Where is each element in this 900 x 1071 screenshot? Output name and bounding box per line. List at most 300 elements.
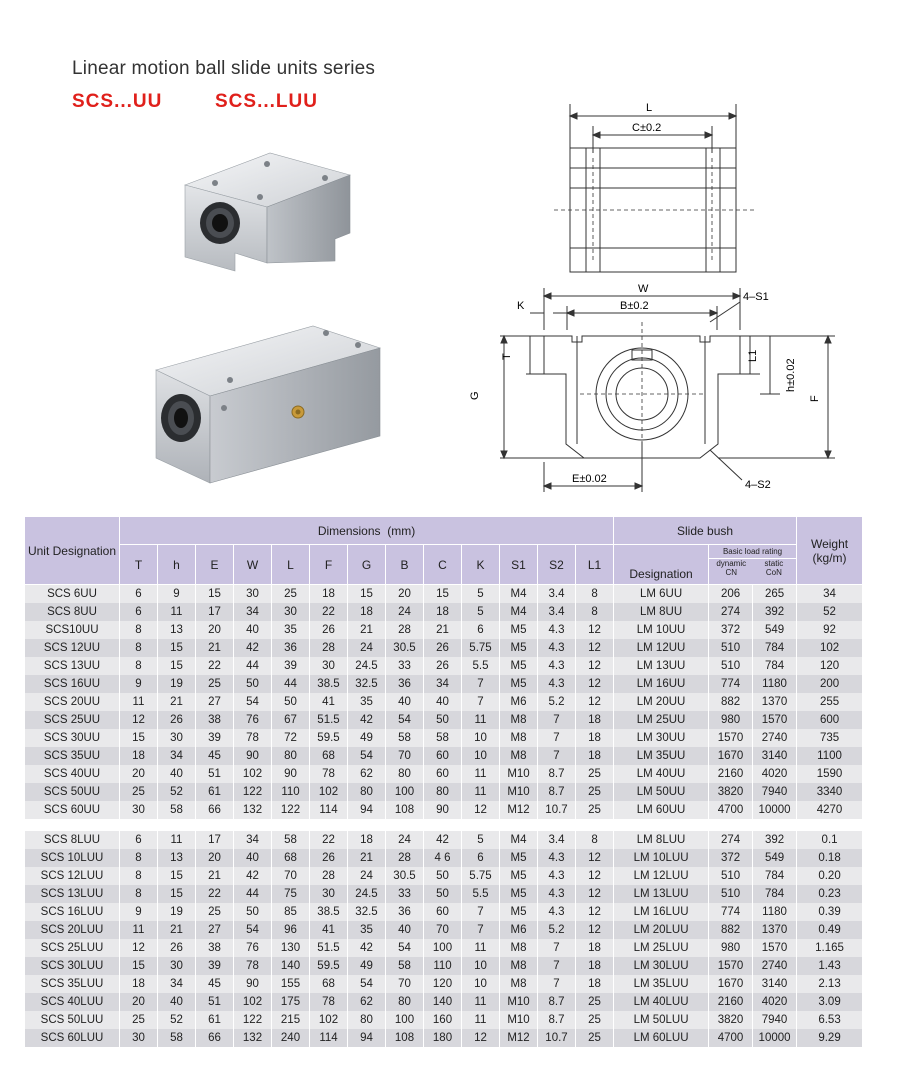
table-cell: 80	[348, 783, 386, 801]
table-cell: M4	[500, 585, 538, 603]
table-cell: 12	[462, 801, 500, 819]
table-cell: 30	[310, 885, 348, 903]
table-cell: 11	[462, 765, 500, 783]
table-cell: 100	[386, 1011, 424, 1029]
table-cell: 24	[386, 831, 424, 849]
table-cell: 7	[462, 903, 500, 921]
table-cell: 18	[120, 975, 158, 993]
unit-designation-cell: SCS 10LUU	[25, 849, 120, 867]
table-cell: 1570	[753, 939, 797, 957]
table-cell: 19	[158, 675, 196, 693]
table-cell: 100	[424, 939, 462, 957]
table-cell: 7	[462, 693, 500, 711]
table-cell: 15	[120, 729, 158, 747]
table-cell: 1670	[709, 747, 753, 765]
table-cell: 34	[797, 585, 863, 603]
table-cell: M5	[500, 657, 538, 675]
table-cell: 122	[272, 801, 310, 819]
bush-designation-cell: LM 20UU	[614, 693, 709, 711]
table-cell: 784	[753, 885, 797, 903]
table-cell: 42	[424, 831, 462, 849]
table-cell: 44	[234, 885, 272, 903]
table-cell: 52	[158, 783, 196, 801]
table-cell: 108	[386, 1029, 424, 1047]
table-cell: 110	[424, 957, 462, 975]
gap-cell	[25, 819, 863, 831]
table-cell: 34	[424, 675, 462, 693]
table-cell: 41	[310, 693, 348, 711]
table-cell: 96	[272, 921, 310, 939]
table-cell: 50	[424, 711, 462, 729]
table-cell: 78	[234, 957, 272, 975]
table-cell: 44	[272, 675, 310, 693]
header-unit-designation: Unit Designation	[25, 517, 120, 585]
table-cell: 735	[797, 729, 863, 747]
table-cell: 120	[424, 975, 462, 993]
table-cell: 66	[196, 801, 234, 819]
label-S1: 4–S1	[743, 291, 769, 303]
table-cell: M8	[500, 957, 538, 975]
table-cell: 132	[234, 1029, 272, 1047]
table-cell: 12	[576, 675, 614, 693]
table-cell: 94	[348, 1029, 386, 1047]
table-cell: 30.5	[386, 867, 424, 885]
table-cell: 51	[196, 993, 234, 1011]
table-cell: 510	[709, 867, 753, 885]
bush-designation-cell: LM 35LUU	[614, 975, 709, 993]
bush-designation-cell: LM 12UU	[614, 639, 709, 657]
table-cell: 549	[753, 621, 797, 639]
table-cell: 215	[272, 1011, 310, 1029]
table-cell: 4700	[709, 1029, 753, 1047]
bush-designation-cell: LM 16UU	[614, 675, 709, 693]
table-cell: 21	[196, 867, 234, 885]
header-weight: Weight (kg/m)	[797, 517, 863, 585]
table-cell: 15	[424, 585, 462, 603]
table-cell: 155	[272, 975, 310, 993]
table-cell: 980	[709, 939, 753, 957]
header-dim-h: h	[158, 545, 196, 585]
table-cell: 27	[196, 693, 234, 711]
unit-designation-cell: SCS 35UU	[25, 747, 120, 765]
table-cell: 4.3	[538, 849, 576, 867]
table-cell: 12	[576, 885, 614, 903]
table-cell: 1370	[753, 921, 797, 939]
table-cell: 8.7	[538, 993, 576, 1011]
table-cell: 40	[158, 765, 196, 783]
header-dimensions: Dimensions (mm)	[120, 517, 614, 545]
table-cell: 6	[120, 603, 158, 621]
table-cell: 40	[386, 921, 424, 939]
table-cell: 15	[196, 585, 234, 603]
table-cell: 36	[386, 903, 424, 921]
label-G: G	[469, 391, 481, 400]
table-cell: 42	[348, 711, 386, 729]
table-cell: M8	[500, 747, 538, 765]
header-dim-w: W	[234, 545, 272, 585]
table-cell: 39	[196, 957, 234, 975]
label-B: B±0.2	[620, 300, 649, 312]
table-cell: 59.5	[310, 729, 348, 747]
table-cell: 40	[386, 693, 424, 711]
table-cell: 11	[462, 783, 500, 801]
bush-designation-cell: LM 50UU	[614, 783, 709, 801]
table-cell: 9	[120, 675, 158, 693]
table-cell: 26	[158, 711, 196, 729]
unit-designation-cell: SCS 30UU	[25, 729, 120, 747]
table-cell: 28	[386, 621, 424, 639]
table-cell: 13	[158, 849, 196, 867]
unit-designation-cell: SCS 25LUU	[25, 939, 120, 957]
table-cell: 240	[272, 1029, 310, 1047]
header-dim-g: G	[348, 545, 386, 585]
table-cell: 12	[462, 1029, 500, 1047]
table-cell: 882	[709, 693, 753, 711]
table-cell: M12	[500, 1029, 538, 1047]
table-cell: 5.2	[538, 693, 576, 711]
table-cell: M5	[500, 639, 538, 657]
table-cell: 4020	[753, 993, 797, 1011]
table-cell: 33	[386, 657, 424, 675]
table-cell: 7	[538, 711, 576, 729]
unit-designation-cell: SCS 60UU	[25, 801, 120, 819]
table-cell: 30.5	[386, 639, 424, 657]
table-cell: 58	[272, 831, 310, 849]
header-slide-bush: Slide bush	[614, 517, 797, 545]
table-cell: 130	[272, 939, 310, 957]
table-cell: 26	[424, 639, 462, 657]
table-cell: 3.09	[797, 993, 863, 1011]
table-cell: 8	[120, 657, 158, 675]
table-cell: 140	[272, 957, 310, 975]
table-cell: 7	[538, 747, 576, 765]
table-cell: 66	[196, 1029, 234, 1047]
table-cell: 94	[348, 801, 386, 819]
table-cell: 58	[386, 729, 424, 747]
table-cell: 5.75	[462, 639, 500, 657]
table-cell: 15	[158, 639, 196, 657]
table-row	[25, 957, 863, 975]
table-cell: 38	[196, 939, 234, 957]
table-cell: M8	[500, 729, 538, 747]
table-cell: 70	[272, 867, 310, 885]
table-cell: 78	[310, 765, 348, 783]
series-label-uu: SCS...UU	[72, 91, 163, 112]
table-row	[25, 711, 863, 729]
table-cell: 0.18	[797, 849, 863, 867]
table-cell: 510	[709, 885, 753, 903]
unit-designation-cell: SCS 60LUU	[25, 1029, 120, 1047]
table-cell: 17	[196, 831, 234, 849]
table-cell: 30	[158, 957, 196, 975]
table-cell: 38.5	[310, 675, 348, 693]
table-cell: 50	[234, 675, 272, 693]
table-cell: 11	[158, 603, 196, 621]
table-cell: 25	[576, 783, 614, 801]
table-cell: 19	[158, 903, 196, 921]
table-cell: 3820	[709, 783, 753, 801]
table-cell: 18	[310, 585, 348, 603]
label-T: T	[501, 353, 513, 360]
table-cell: 8	[120, 885, 158, 903]
table-cell: 372	[709, 621, 753, 639]
table-cell: 7	[538, 975, 576, 993]
series-label-luu: SCS...LUU	[215, 91, 318, 112]
table-cell: 7	[462, 675, 500, 693]
table-cell: 32.5	[348, 675, 386, 693]
table-cell: 4 6	[424, 849, 462, 867]
header-dim-e: E	[196, 545, 234, 585]
table-cell: 18	[576, 729, 614, 747]
table-section-gap	[25, 819, 863, 831]
table-cell: 54	[386, 939, 424, 957]
table-cell: 61	[196, 783, 234, 801]
table-cell: 80	[348, 1011, 386, 1029]
table-cell: 42	[234, 867, 272, 885]
table-cell: 21	[424, 621, 462, 639]
table-cell: 3.4	[538, 585, 576, 603]
table-cell: 1570	[709, 729, 753, 747]
unit-designation-cell: SCS 13LUU	[25, 885, 120, 903]
table-cell: M5	[500, 621, 538, 639]
table-cell: 6	[120, 585, 158, 603]
table-cell: 24	[348, 639, 386, 657]
table-cell: 255	[797, 693, 863, 711]
table-cell: 15	[348, 585, 386, 603]
label-L: L	[646, 102, 653, 114]
table-cell: 8	[120, 867, 158, 885]
table-cell: 8	[120, 849, 158, 867]
table-cell: M4	[500, 603, 538, 621]
table-cell: 3140	[753, 747, 797, 765]
table-cell: 1590	[797, 765, 863, 783]
table-cell: 40	[424, 693, 462, 711]
table-cell: 5.75	[462, 867, 500, 885]
table-cell: 49	[348, 729, 386, 747]
table-cell: 9	[120, 903, 158, 921]
table-cell: 10	[462, 957, 500, 975]
table-cell: 774	[709, 903, 753, 921]
table-row	[25, 603, 863, 621]
table-cell: 21	[158, 693, 196, 711]
bush-designation-cell: LM 50LUU	[614, 1011, 709, 1029]
table-cell: 6	[462, 621, 500, 639]
table-cell: 78	[310, 993, 348, 1011]
table-cell: 18	[576, 957, 614, 975]
table-cell: 54	[348, 747, 386, 765]
header-dim-c: C	[424, 545, 462, 585]
table-cell: 102	[797, 639, 863, 657]
table-cell: 58	[158, 1029, 196, 1047]
table-cell: 122	[234, 1011, 272, 1029]
unit-designation-cell: SCS 8LUU	[25, 831, 120, 849]
bush-designation-cell: LM 12LUU	[614, 867, 709, 885]
header-designation: Designation	[614, 545, 709, 585]
drawing-front-view	[460, 282, 840, 497]
table-cell: 90	[424, 801, 462, 819]
table-cell: 132	[234, 801, 272, 819]
table-row	[25, 903, 863, 921]
table-cell: 4.3	[538, 903, 576, 921]
table-cell: 4700	[709, 801, 753, 819]
table-cell: 28	[386, 849, 424, 867]
table-cell: 18	[348, 831, 386, 849]
bush-designation-cell: LM 25LUU	[614, 939, 709, 957]
table-cell: 58	[158, 801, 196, 819]
table-cell: 1570	[753, 711, 797, 729]
table-cell: 18	[576, 711, 614, 729]
table-cell: 102	[310, 783, 348, 801]
table-cell: M5	[500, 885, 538, 903]
table-cell: 80	[386, 765, 424, 783]
table-cell: 35	[348, 693, 386, 711]
table-cell: 18	[576, 975, 614, 993]
table-cell: 18	[120, 747, 158, 765]
spec-table-container	[24, 516, 862, 1047]
table-cell: 510	[709, 639, 753, 657]
label-K: K	[517, 300, 525, 312]
table-cell: 774	[709, 675, 753, 693]
table-cell: M12	[500, 801, 538, 819]
table-row	[25, 585, 863, 603]
unit-designation-cell: SCS 16LUU	[25, 903, 120, 921]
table-cell: 7	[462, 921, 500, 939]
table-cell: 22	[310, 603, 348, 621]
table-cell: 80	[424, 783, 462, 801]
page-title: Linear motion ball slide units series	[72, 58, 376, 79]
table-cell: 58	[424, 729, 462, 747]
table-cell: 28	[310, 867, 348, 885]
table-cell: 0.39	[797, 903, 863, 921]
table-cell: 110	[272, 783, 310, 801]
table-row	[25, 849, 863, 867]
table-cell: 15	[158, 885, 196, 903]
table-cell: 0.49	[797, 921, 863, 939]
table-cell: 3820	[709, 1011, 753, 1029]
table-cell: 1.43	[797, 957, 863, 975]
table-cell: 54	[234, 921, 272, 939]
table-cell: 1.165	[797, 939, 863, 957]
table-cell: 5.5	[462, 657, 500, 675]
table-cell: 25	[196, 675, 234, 693]
unit-designation-cell: SCS 50UU	[25, 783, 120, 801]
table-cell: 21	[196, 639, 234, 657]
table-cell: 10	[462, 975, 500, 993]
table-cell: 12	[576, 921, 614, 939]
table-cell: 25	[196, 903, 234, 921]
table-cell: 2160	[709, 765, 753, 783]
table-cell: 2740	[753, 729, 797, 747]
table-row	[25, 693, 863, 711]
table-row	[25, 801, 863, 819]
table-cell: 11	[158, 831, 196, 849]
table-cell: 10.7	[538, 801, 576, 819]
table-cell: 60	[424, 765, 462, 783]
table-cell: 122	[234, 783, 272, 801]
table-cell: M10	[500, 765, 538, 783]
table-cell: 51.5	[310, 711, 348, 729]
bush-designation-cell: LM 30LUU	[614, 957, 709, 975]
label-F: F	[809, 395, 821, 402]
table-cell: 72	[272, 729, 310, 747]
table-cell: 784	[753, 867, 797, 885]
bush-designation-cell: LM 8LUU	[614, 831, 709, 849]
table-cell: 108	[386, 801, 424, 819]
table-cell: 30	[310, 657, 348, 675]
table-cell: 51	[196, 765, 234, 783]
bush-designation-cell: LM 60UU	[614, 801, 709, 819]
table-cell: 40	[158, 993, 196, 1011]
table-cell: M5	[500, 867, 538, 885]
table-cell: 90	[234, 747, 272, 765]
table-cell: 52	[797, 603, 863, 621]
table-cell: 90	[272, 765, 310, 783]
bush-designation-cell: LM 35UU	[614, 747, 709, 765]
table-cell: 1180	[753, 675, 797, 693]
bush-designation-cell: LM 60LUU	[614, 1029, 709, 1047]
table-cell: 21	[348, 849, 386, 867]
label-E: E±0.02	[572, 473, 607, 485]
unit-designation-cell: SCS 40LUU	[25, 993, 120, 1011]
table-cell: 102	[234, 765, 272, 783]
table-cell: 8.7	[538, 1011, 576, 1029]
table-cell: 12	[576, 849, 614, 867]
table-cell: 1370	[753, 693, 797, 711]
table-cell: 54	[386, 711, 424, 729]
table-cell: 90	[234, 975, 272, 993]
table-cell: 30	[120, 801, 158, 819]
table-cell: 26	[310, 849, 348, 867]
unit-designation-cell: SCS10UU	[25, 621, 120, 639]
table-row	[25, 885, 863, 903]
table-cell: 24	[348, 867, 386, 885]
table-cell: 42	[348, 939, 386, 957]
table-cell: 372	[709, 849, 753, 867]
unit-designation-cell: SCS 12LUU	[25, 867, 120, 885]
table-cell: 160	[424, 1011, 462, 1029]
table-cell: 76	[234, 711, 272, 729]
table-cell: 33	[386, 885, 424, 903]
table-cell: M10	[500, 993, 538, 1011]
unit-designation-cell: SCS 6UU	[25, 585, 120, 603]
table-cell: 20	[120, 765, 158, 783]
table-cell: 18	[576, 747, 614, 765]
table-cell: 114	[310, 801, 348, 819]
table-cell: 0.23	[797, 885, 863, 903]
spec-table	[24, 516, 863, 1047]
table-cell: 12	[576, 639, 614, 657]
table-cell: 1100	[797, 747, 863, 765]
bush-designation-cell: LM 10UU	[614, 621, 709, 639]
table-cell: 7940	[753, 1011, 797, 1029]
table-cell: 68	[272, 849, 310, 867]
table-cell: 3.4	[538, 831, 576, 849]
table-cell: 11	[120, 921, 158, 939]
table-cell: 12	[120, 939, 158, 957]
unit-designation-cell: SCS 40UU	[25, 765, 120, 783]
table-cell: M10	[500, 783, 538, 801]
table-cell: 45	[196, 975, 234, 993]
table-cell: 980	[709, 711, 753, 729]
table-cell: 20	[196, 849, 234, 867]
table-cell: M4	[500, 831, 538, 849]
table-cell: 70	[386, 975, 424, 993]
table-cell: 38.5	[310, 903, 348, 921]
table-cell: 67	[272, 711, 310, 729]
table-cell: 50	[234, 903, 272, 921]
table-cell: 4.3	[538, 639, 576, 657]
table-cell: 70	[386, 747, 424, 765]
